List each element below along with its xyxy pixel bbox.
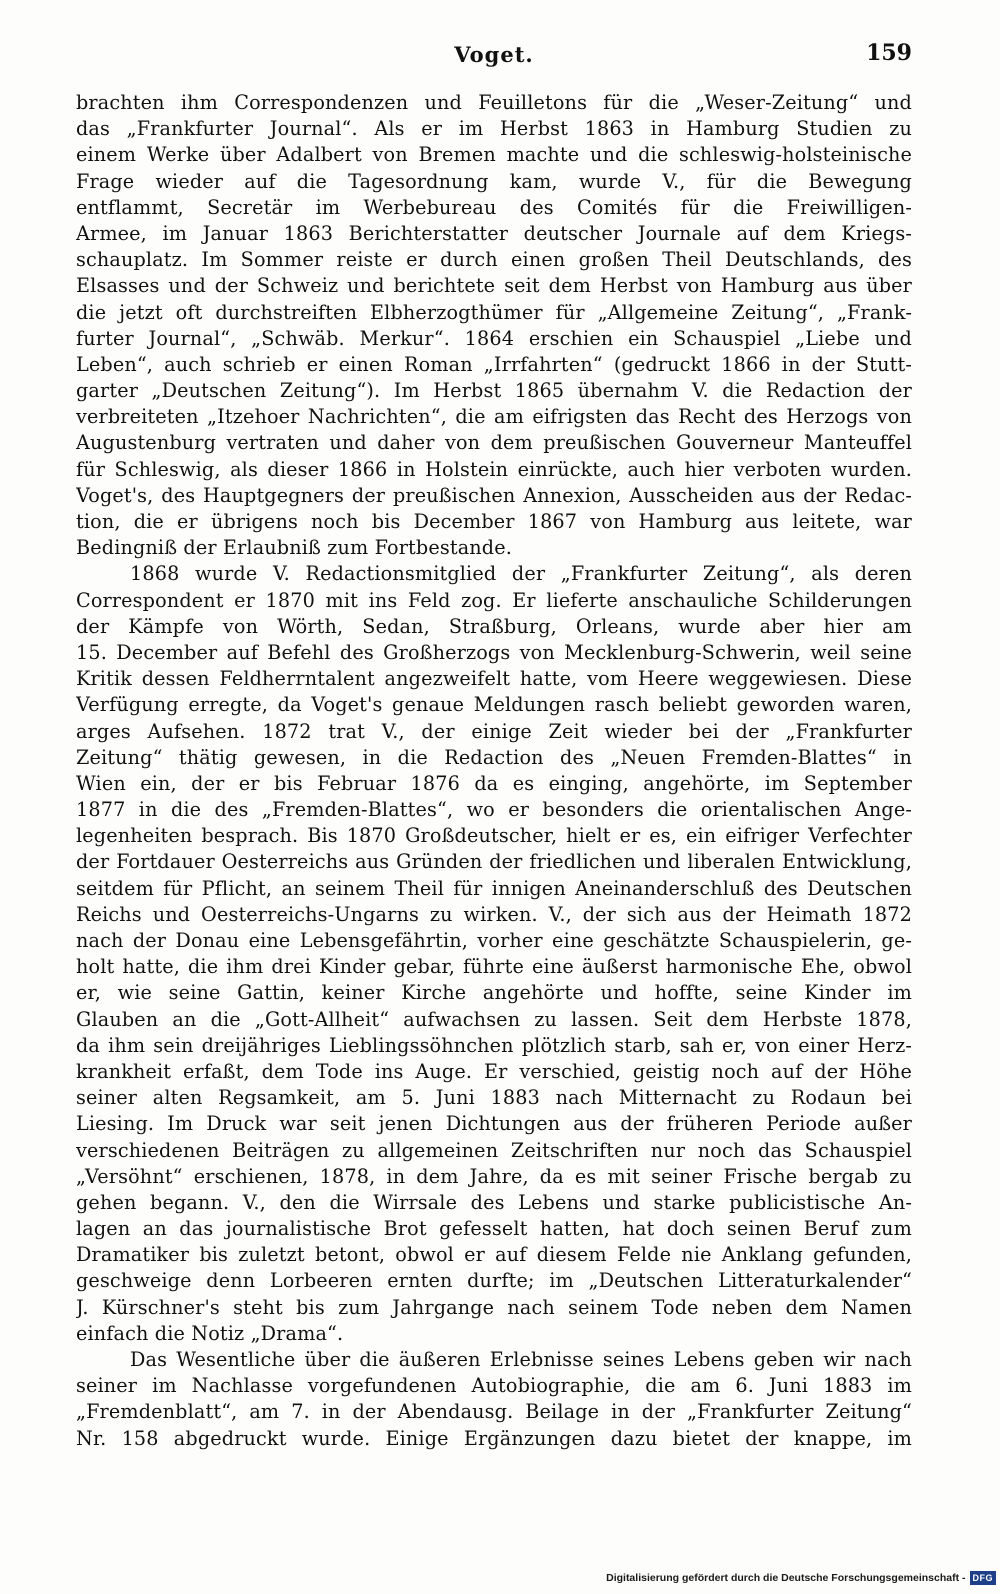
text-line: arges Aufsehen. 1872 trat V., der einige Zeit wieder bei der „Frankfurter <box>76 719 912 743</box>
text-line: seitdem für Pflicht, an seinem Theil für innigen Aneinanderschluß des Deutschen <box>76 876 912 900</box>
text-line: holt hatte, die ihm drei Kinder gebar, führte eine äußerst harmonische Ehe, obwol <box>76 955 912 979</box>
text-line: nach der Donau eine Lebensgefährtin, vorher eine geschätzte Schauspielerin, ge- <box>76 929 912 952</box>
text-line: Augustenburg vertraten und daher von dem preußischen Gouverneur Manteuffel <box>76 431 912 455</box>
text-line: krankheit erfaßt, dem Tode ins Auge. Er verschied, geistig noch auf der Höhe <box>76 1059 912 1083</box>
text-line: Voget's, des Hauptgegners der preußischen Annexion, Ausscheiden aus der Redac- <box>76 483 912 507</box>
text-line: Dramatiker bis zuletzt betont, obwol er auf diesem Felde nie Anklang gefunden, <box>76 1243 912 1267</box>
running-head <box>76 38 912 68</box>
text-line: tion, die er übrigens noch bis December 1867 von Hamburg aus leitete, war <box>76 510 912 533</box>
text-line: Nr. 158 abgedruckt wurde. Einige Ergänzungen dazu bietet der knappe, im <box>76 1426 912 1450</box>
text-line: „Versöhnt“ erschienen, 1878, in dem Jahre, da es mit seiner Frische bergab zu <box>76 1164 912 1188</box>
text-line: Leben“, auch schrieb er einen Roman „Irrfahrten“ (gedruckt 1866 in der Stutt- <box>76 352 912 376</box>
text-line: „Fremdenblatt“, am 7. in der Abendausg. Beilage in der „Frankfurter Zeitung“ <box>76 1400 912 1424</box>
text-line: entflammt, Secretär im Werbebureau des Comités für die Freiwilligen- <box>76 195 912 219</box>
text-line: verschiedenen Beiträgen zu allgemeinen Zeitschriften nur noch das Schauspiel <box>76 1138 912 1162</box>
paragraph-start-line: 1868 wurde V. Redactionsmitglied der „Frankfurter Zeitung“, als deren <box>130 562 912 586</box>
text-line: Verfügung erregte, da Voget's genaue Meldungen rasch beliebt geworden waren, <box>76 693 912 717</box>
page-number: 159 <box>866 40 912 66</box>
text-line: 15. December auf Befehl des Großherzogs von Mecklenburg-Schwerin, weil seine <box>76 640 912 664</box>
text-line: Liesing. Im Druck war seit jenen Dichtungen aus der früheren Periode außer <box>76 1112 912 1136</box>
text-line: lagen an das journalistische Brot gefesselt hatten, hat doch seinen Beruf zum <box>76 1217 912 1241</box>
dfg-logo: DFG <box>970 1571 997 1585</box>
text-line: verbreiteten „Itzehoer Nachrichten“, die am eifrigsten das Recht des Herzogs von <box>76 405 912 429</box>
text-line: Wien ein, der er bis Februar 1876 da es einging, angehörte, im September <box>76 771 912 795</box>
text-line: Kritik dessen Feldherrntalent angezweifelt hatte, vom Heere weggewiesen. Diese <box>76 667 912 691</box>
text-line: die jetzt oft durchstreiften Elbherzogthümer für „Allgemeine Zeitung“, „Frank- <box>76 300 912 324</box>
text-line: Armee, im Januar 1863 Berichterstatter deutscher Journale auf dem Kriegs- <box>76 221 912 245</box>
text-line: 1877 in die des „Fremden-Blattes“, wo er besonders die orientalischen Ange- <box>76 798 912 822</box>
text-line: Reichs und Oesterreichs-Ungarns zu wirken. V., der sich aus der Heimath 1872 <box>76 902 912 926</box>
text-line: da ihm sein dreijähriges Lieblingssöhnchen plötzlich starb, sah er, von einer Herz- <box>76 1033 912 1057</box>
running-title: Voget. <box>454 42 534 67</box>
text-line: das „Frankfurter Journal“. Als er im Herbst 1863 in Hamburg Studien zu <box>76 117 912 141</box>
text-line: seiner alten Regsamkeit, am 5. Juni 1883 nach Mitternacht zu Rodaun bei <box>76 1086 912 1110</box>
text-line: für Schleswig, als dieser 1866 in Holstein einrückte, auch hier verboten wurden. <box>76 457 912 481</box>
text-line: furter Journal“, „Schwäb. Merkur“. 1864 erschien ein Schauspiel „Liebe und <box>76 326 912 350</box>
paragraph-start-line: Das Wesentliche über die äußeren Erlebnisse seines Lebens geben wir nach <box>130 1348 912 1371</box>
paragraph-end-line: Bedingniß der Erlaubniß zum Fortbestande. <box>76 536 512 560</box>
text-line: gehen begann. V., den die Wirrsale des Lebens und starke publicistische An- <box>76 1190 912 1214</box>
text-line: J. Kürschner's steht bis zum Jahrgange nach seinem Tode neben dem Namen <box>76 1295 912 1319</box>
text-line: garter „Deutschen Zeitung“). Im Herbst 1865 übernahm V. die Redaction der <box>76 379 912 403</box>
text-line: Glauben an die „Gott-Allheit“ aufwachsen zu lassen. Seit dem Herbste 1878, <box>76 1007 912 1031</box>
text-line: der Fortdauer Oesterreichs aus Gründen der friedlichen und liberalen Entwicklung, <box>76 850 912 874</box>
text-line: brachten ihm Correspondenzen und Feuilletons für die „Weser-Zeitung“ und <box>76 91 912 114</box>
text-line: Zeitung“ thätig gewesen, in die Redaction des „Neuen Fremden-Blattes“ in <box>76 745 912 769</box>
text-line: schauplatz. Im Sommer reiste er durch einen großen Theil Deutschlands, des <box>76 248 912 272</box>
text-line: geschweige denn Lorbeeren ernten durfte; im „Deutschen Litteraturkalender“ <box>76 1269 912 1293</box>
text-line: Frage wieder auf die Tagesordnung kam, wurde V., für die Bewegung <box>76 169 912 193</box>
digitization-credit <box>606 1568 996 1588</box>
paragraph-end-line: einfach die Notiz „Drama“. <box>76 1321 344 1345</box>
text-line: der Kämpfe von Wörth, Sedan, Straßburg, Orleans, wurde aber hier am <box>76 614 912 638</box>
text-line: Correspondent er 1870 mit ins Feld zog. Er lieferte anschauliche Schilderungen <box>76 588 912 612</box>
text-line: Elsasses und der Schweiz und berichtete seit dem Herbst von Hamburg aus über <box>76 274 912 298</box>
text-line: legenheiten besprach. Bis 1870 Großdeutscher, hielt er es, ein eifriger Verfechter <box>76 824 912 848</box>
text-line: einem Werke über Adalbert von Bremen machte und die schleswig-holsteinische <box>76 143 912 167</box>
body-text <box>76 90 912 1452</box>
credit-text: Digitalisierung gefördert durch die Deutsche Forschungsgemeinschaft - <box>606 1572 966 1584</box>
text-line: seiner im Nachlasse vorgefundenen Autobiographie, die am 6. Juni 1883 im <box>76 1374 912 1398</box>
text-line: er, wie seine Gattin, keiner Kirche angehörte und hoffte, seine Kinder im <box>76 981 912 1005</box>
